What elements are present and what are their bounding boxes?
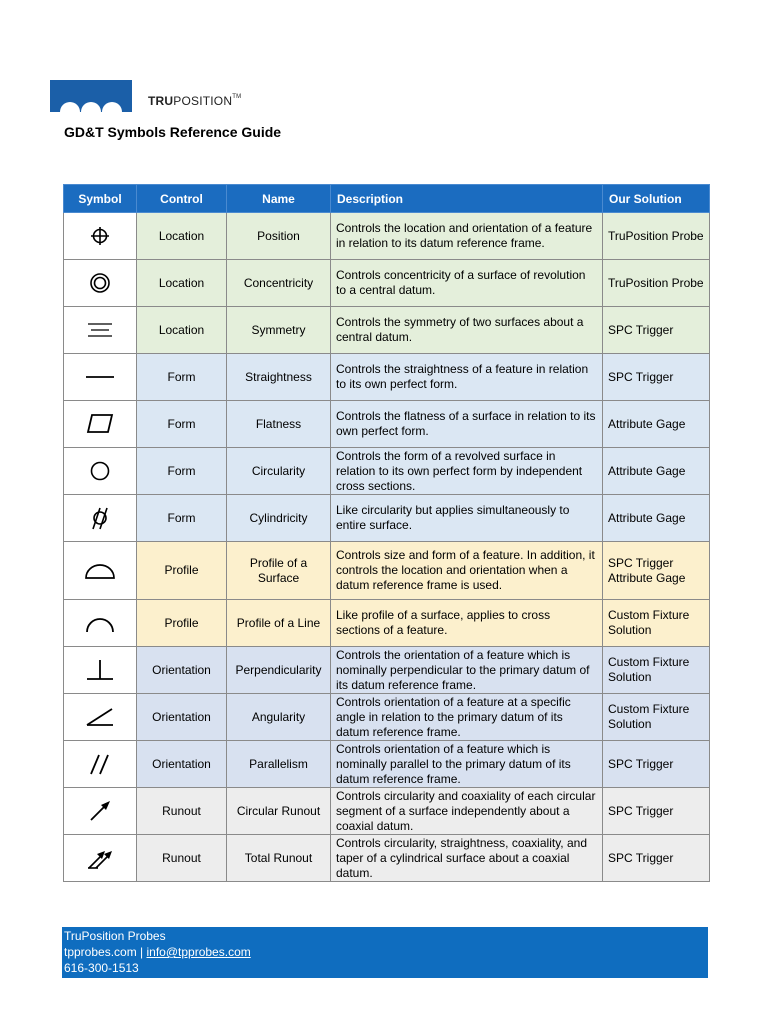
table-row [64,354,710,401]
name-cell: Profile of a Line [227,600,331,647]
symbol-cell [64,354,137,401]
description-cell: Like profile of a surface, applies to cross sections of a feature. [331,600,603,647]
description-cell: Controls the straightness of a feature in relation to its own perfect form. [331,354,603,401]
solution-cell: SPC Trigger [603,741,710,788]
description-cell: Controls concentricity of a surface of revolution to a central datum. [331,260,603,307]
solution-cell: SPC Trigger [603,788,710,835]
control-cell: Orientation [137,694,227,741]
symbol-cell [64,260,137,307]
solution-cell: Custom Fixture Solution [603,694,710,741]
symbol-cell [64,647,137,694]
control-cell: Runout [137,788,227,835]
table-row [64,448,710,495]
table-row [64,542,710,600]
document-title: GD&T Symbols Reference Guide [64,124,282,140]
table-row [64,694,710,741]
control-cell: Orientation [137,741,227,788]
description-cell: Controls circularity, straightness, coaxiality, and taper of a cylindrical surface about a coaxial datum. [331,835,603,882]
description-cell: Controls orientation of a feature which is nominally parallel to the primary datum of its datum reference frame. [331,741,603,788]
straightness-icon [84,363,116,391]
circular-runout-icon [84,797,116,825]
symbol-cell [64,835,137,882]
name-cell: Total Runout [227,835,331,882]
control-cell: Location [137,260,227,307]
cylindricity-icon [84,504,116,532]
description-cell: Controls circularity and coaxiality of each circular segment of a surface independently about a coaxial datum. [331,788,603,835]
control-cell: Form [137,448,227,495]
footer-email-link[interactable]: info@tpprobes.com [146,945,251,959]
solution-cell: Custom Fixture Solution [603,647,710,694]
control-cell: Location [137,213,227,260]
perpendicularity-icon [84,656,116,684]
solution-cell: SPC Trigger [603,354,710,401]
description-cell: Like circularity but applies simultaneously to entire surface. [331,495,603,542]
description-cell: Controls the orientation of a feature which is nominally perpendicular to the primary datum of its datum reference frame. [331,647,603,694]
symbol-cell [64,307,137,354]
column-header-name: Name [227,185,331,213]
description-cell: Controls size and form of a feature. In addition, it controls the location and orientation when a datum reference frame is used. [331,542,603,600]
table-row [64,307,710,354]
symbol-cell [64,495,137,542]
table-row [64,401,710,448]
parallelism-icon [84,750,116,778]
description-cell: Controls orientation of a feature at a specific angle in relation to the primary datum of its datum reference frame. [331,694,603,741]
name-cell: Symmetry [227,307,331,354]
contact-footer [62,927,708,978]
name-cell: Circularity [227,448,331,495]
table-row [64,213,710,260]
column-header-control: Control [137,185,227,213]
description-cell: Controls the symmetry of two surfaces about a central datum. [331,307,603,354]
name-cell: Concentricity [227,260,331,307]
table-row [64,260,710,307]
footer-website: tpprobes.com [64,945,137,959]
table-row [64,741,710,788]
angularity-icon [84,703,116,731]
solution-cell: SPC Trigger [603,835,710,882]
name-cell: Parallelism [227,741,331,788]
column-header-symbol: Symbol [64,185,137,213]
control-cell: Form [137,495,227,542]
name-cell: Cylindricity [227,495,331,542]
name-cell: Circular Runout [227,788,331,835]
symbol-cell [64,213,137,260]
control-cell: Form [137,401,227,448]
footer-contact-line [64,944,708,960]
solution-cell: Attribute Gage [603,448,710,495]
name-cell: Angularity [227,694,331,741]
name-cell: Profile of a Surface [227,542,331,600]
description-cell: Controls the location and orientation of a feature in relation to its datum reference frame. [331,213,603,260]
truposition-logo-icon [50,80,132,112]
table-row [64,788,710,835]
table-row [64,647,710,694]
description-cell: Controls the form of a revolved surface in relation to its own perfect form by independent cross sections. [331,448,603,495]
footer-separator: | [136,945,147,959]
solution-cell: TruPosition Probe [603,213,710,260]
control-cell: Runout [137,835,227,882]
symbol-cell [64,401,137,448]
flatness-icon [84,410,116,438]
brand-name: TRUPOSITION™ [148,94,242,108]
table-row [64,495,710,542]
control-cell: Location [137,307,227,354]
total-runout-icon [84,844,116,872]
footer-phone: 616-300-1513 [64,961,139,975]
symmetry-icon [84,316,116,344]
name-cell: Perpendicularity [227,647,331,694]
name-cell: Flatness [227,401,331,448]
footer-company: TruPosition Probes [64,929,166,943]
solution-cell: TruPosition Probe [603,260,710,307]
control-cell: Profile [137,600,227,647]
symbol-cell [64,542,137,600]
column-header-description: Description [331,185,603,213]
solution-cell: Attribute Gage [603,401,710,448]
symbol-cell [64,694,137,741]
gdt-reference-table [63,184,710,882]
symbol-cell [64,788,137,835]
column-header-solution: Our Solution [603,185,710,213]
symbol-cell [64,448,137,495]
profile-surface-icon [84,557,116,585]
circularity-icon [84,457,116,485]
solution-cell: Custom Fixture Solution [603,600,710,647]
position-icon [84,222,116,250]
profile-line-icon [84,609,116,637]
symbol-cell [64,600,137,647]
solution-cell: SPC Trigger [603,307,710,354]
solution-cell: Attribute Gage [603,495,710,542]
symbol-cell [64,741,137,788]
name-cell: Straightness [227,354,331,401]
control-cell: Orientation [137,647,227,694]
concentricity-icon [84,269,116,297]
control-cell: Profile [137,542,227,600]
description-cell: Controls the flatness of a surface in relation to its own perfect form. [331,401,603,448]
control-cell: Form [137,354,227,401]
table-row [64,600,710,647]
name-cell: Position [227,213,331,260]
solution-cell: SPC Trigger Attribute Gage [603,542,710,600]
table-row [64,835,710,882]
table-header-row [64,185,710,213]
